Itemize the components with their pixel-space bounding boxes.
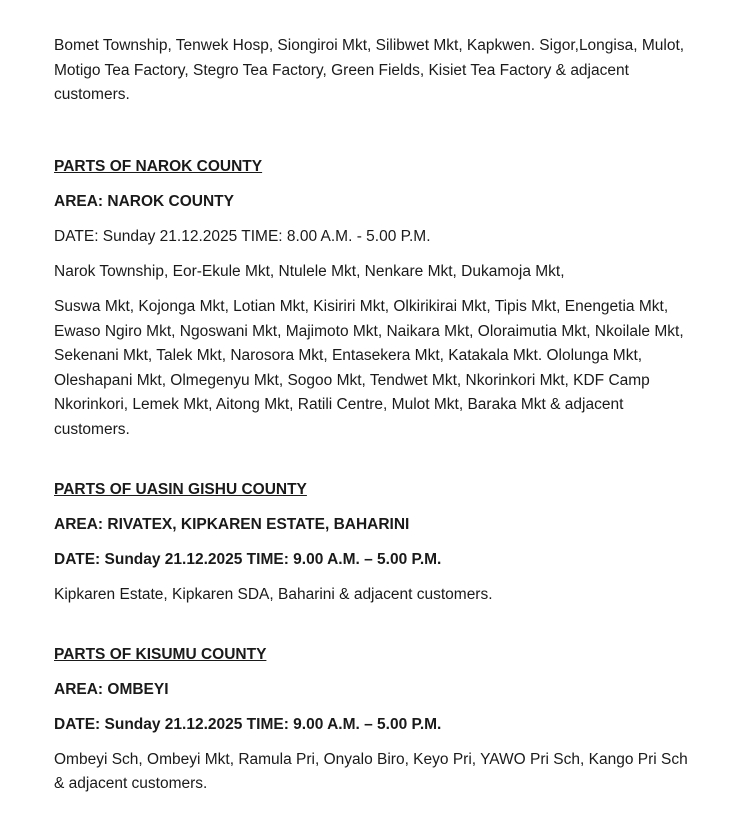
bomet-areas-paragraph: Bomet Township, Tenwek Hosp, Siongiroi Mkt, Silibwet Mkt, Kapkwen. Sigor,Longisa, Mulot, Motigo Tea Factory, Stegro Tea Factory, Green Fields, Kisiet Tea Factory & adjacent customers. [54,37,685,103]
uasin-gishu-date-line: DATE: Sunday 21.12.2025 TIME: 9.00 A.M. – 5.00 P.M. [54,551,442,568]
narok-areas-paragraph-1: Narok Township, Eor-Ekule Mkt, Ntulele Mkt, Nenkare Mkt, Dukamoja Mkt, [54,262,565,280]
narok-area-line: AREA: NAROK COUNTY [54,192,234,210]
kisumu-date-line: DATE: Sunday 21.12.2025 TIME: 9.00 A.M. – 5.00 P.M. [54,715,442,733]
narok-areas-paragraph-2: Suswa Mkt, Kojonga Mkt, Lotian Mkt, Kisiriri Mkt, Olkirikirai Mkt, Tipis Mkt, Enengetia Mkt, Ewaso Ngiro Mkt, Ngoswani Mkt, Majimoto Mkt, Naikara Mkt, Oloraimutia Mkt, Nkoilale Mkt, Sekenani Mkt, Talek Mkt, Narosora Mkt, Entasekera Mkt, Katakala Mkt. Ololunga Mkt, Oleshapani Mkt, Olmegenyu Mkt, Sogoo Mkt, Tendwet Mkt, Nkorinkori Mkt, KDF Camp Nkorinkori, Lemek Mkt, Aitong Mkt, Ratili Centre, Mulot Mkt, Baraka Mkt & adjacent customers. [54,298,684,438]
uasin-gishu-areas-paragraph: Kipkaren Estate, Kipkaren SDA, Baharini & adjacent customers. [54,586,493,603]
uasin-gishu-area-line: AREA: RIVATEX, KIPKAREN ESTATE, BAHARINI [54,516,410,533]
narok-county-heading: PARTS OF NAROK COUNTY [54,157,263,175]
document-page [54,34,694,797]
kisumu-county-heading: PARTS OF KISUMU COUNTY [54,645,267,663]
uasin-gishu-county-heading: PARTS OF UASIN GISHU COUNTY [54,481,307,498]
kisumu-area-line: AREA: OMBEYI [54,680,169,698]
narok-date-line: DATE: Sunday 21.12.2025 TIME: 8.00 A.M. - 5.00 P.M. [54,227,431,245]
kisumu-areas-paragraph: Ombeyi Sch, Ombeyi Mkt, Ramula Pri, Onyalo Biro, Keyo Pri, YAWO Pri Sch, Kango Pri Sch & adjacent customers. [54,750,688,792]
